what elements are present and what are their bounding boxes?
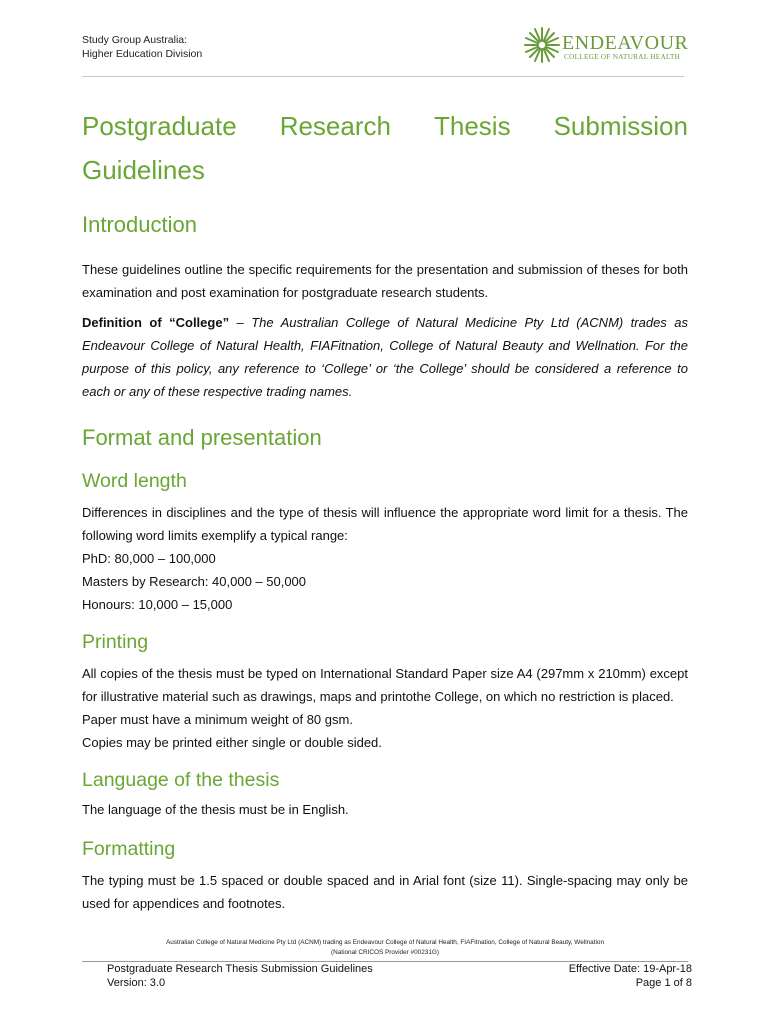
footer-left xyxy=(107,963,373,990)
formatting-heading: Formatting xyxy=(82,838,176,860)
title-word: Guidelines xyxy=(82,155,205,185)
formatting-paragraph: The typing must be 1.5 spaced or double spaced and in Arial font (size 11). Single-spacing may only be used for appendices and footnotes. xyxy=(82,873,688,911)
logo-wordmark: ENDEAVOUR xyxy=(562,32,689,54)
language-heading: Language of the thesis xyxy=(82,769,280,791)
definition-term: Definition of “College” xyxy=(82,315,230,330)
definition-text: – The Australian College of Natural Medicine Pty Ltd (ACNM) trades as Endeavour College of Natural Health, FIAFitnation, College of Natural Beauty and Wellnation. For the purpose of this policy, any reference to ‘College’ or ‘the College’ should be considered a reference to each or any of these respective trading names. xyxy=(82,315,688,399)
footer-divider xyxy=(82,961,688,962)
title-word: Research xyxy=(279,111,391,141)
word-length-heading: Word length xyxy=(82,470,187,492)
printing-sides: Copies may be printed either single or double sided. xyxy=(82,735,382,750)
logo-subtitle: COLLEGE OF NATURAL HEALTH xyxy=(564,53,681,61)
title-word: Thesis xyxy=(433,111,511,141)
org-line-2: Higher Education Division xyxy=(82,48,203,60)
language-paragraph: The language of the thesis must be in English. xyxy=(82,802,349,817)
endeavour-logo xyxy=(524,26,694,66)
footer-page-number: Page 1 of 8 xyxy=(635,976,692,989)
paper-weight: Paper must have a minimum weight of 80 gsm. xyxy=(82,712,353,727)
legal-line-1: Australian College of Natural Medicine Pty Ltd (ACNM) trading as Endeavour College of Natural Health, FIAFitnation, College of Natural Beauty, Wellnation xyxy=(165,939,605,946)
footer-version: Version: 3.0 xyxy=(107,976,166,989)
footer-effective-date: Effective Date: 19-Apr-18 xyxy=(568,963,692,975)
introduction-paragraph: These guidelines outline the specific requirements for the presentation and submission of theses for both examination and post examination for postgraduate research students. xyxy=(82,262,688,300)
document-title xyxy=(82,104,688,192)
organization-header xyxy=(82,33,202,61)
title-word: Submission xyxy=(553,111,688,141)
footer-right xyxy=(569,963,692,990)
title-word: Postgraduate xyxy=(82,111,237,141)
word-limit-masters: Masters by Research: 40,000 – 50,000 xyxy=(82,574,307,589)
legal-footnote xyxy=(82,938,688,958)
printing-heading: Printing xyxy=(82,631,149,653)
starburst-icon xyxy=(524,26,560,64)
word-length-paragraph: Differences in disciplines and the type of thesis will influence the appropriate word limit for a thesis. The following word limits exemplify a typical range: xyxy=(82,505,688,543)
word-limit-phd: PhD: 80,000 – 100,000 xyxy=(82,551,216,566)
word-limit-honours: Honours: 10,000 – 15,000 xyxy=(82,597,233,612)
footer-doc-title: Postgraduate Research Thesis Submission Guidelines xyxy=(107,963,373,975)
introduction-heading: Introduction xyxy=(82,212,197,237)
main-content xyxy=(82,104,688,915)
printing-paragraph: All copies of the thesis must be typed on International Standard Paper size A4 (297mm x 210mm) except for illustrative material such as drawings, maps and printothe College, on which no restriction is placed. xyxy=(82,666,688,704)
format-heading: Format and presentation xyxy=(82,425,322,450)
header-divider xyxy=(82,76,684,77)
legal-line-2: (National CRICOS Provider #00231G) xyxy=(331,949,439,956)
college-definition xyxy=(82,311,688,403)
org-line-1: Study Group Australia: xyxy=(82,34,188,46)
